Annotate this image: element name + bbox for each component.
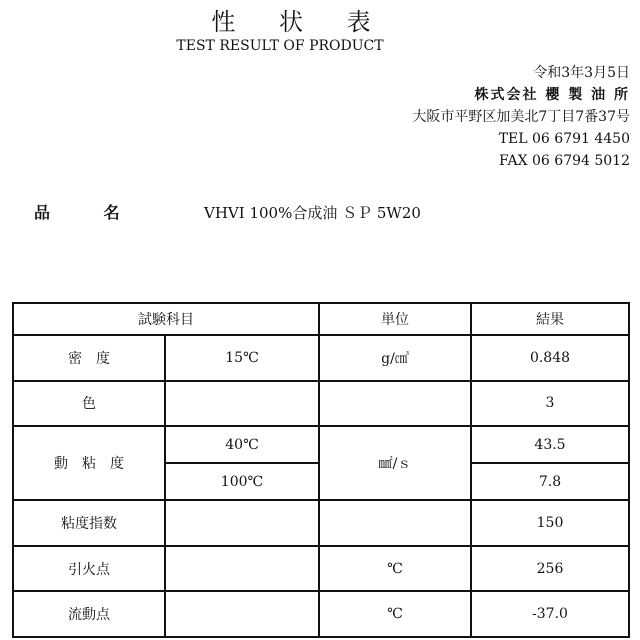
table-row-viscosity-40 [13, 426, 629, 463]
cell-result: 43.5 [471, 426, 629, 463]
cell-result: 0.848 [471, 335, 629, 381]
cell-item: 流動点 [13, 591, 165, 637]
company-tel: TEL 06 6791 4450 [498, 131, 630, 147]
cell-item: 粘度指数 [13, 500, 165, 546]
cell-unit: ㎟/ｓ [319, 426, 471, 500]
document-title: 性 状 表 [211, 8, 389, 36]
table-row-viscosity-index [13, 500, 629, 546]
cell-unit: g/㎤ [319, 335, 471, 381]
cell-result: 7.8 [471, 463, 629, 500]
product-line [34, 200, 421, 223]
table-row-flash-point [13, 546, 629, 592]
header-item: 試験科目 [13, 303, 319, 335]
cell-condition [165, 500, 319, 546]
cell-condition [165, 381, 319, 427]
cell-unit [319, 381, 471, 427]
cell-condition [165, 591, 319, 637]
product-name: VHVI 100%合成油 ＳＰ 5W20 [204, 204, 421, 222]
company-fax: FAX 06 6794 5012 [499, 153, 630, 169]
table-row-pour-point [13, 591, 629, 637]
company-block [412, 62, 630, 172]
cell-result: 3 [471, 381, 629, 427]
cell-condition: 40℃ [165, 426, 319, 463]
table-row-density [13, 335, 629, 381]
cell-result: 256 [471, 546, 629, 592]
cell-unit [319, 500, 471, 546]
result-table [12, 302, 630, 638]
cell-item: 色 [13, 381, 165, 427]
cell-condition: 15℃ [165, 335, 319, 381]
header-result: 結果 [471, 303, 629, 335]
document-subtitle: TEST RESULT OF PRODUCT [176, 38, 384, 54]
cell-condition [165, 546, 319, 592]
table-row-color [13, 381, 629, 427]
cell-item: 引火点 [13, 546, 165, 592]
table-header-row [13, 303, 629, 335]
cell-result: -37.0 [471, 591, 629, 637]
product-label: 品 名 [34, 203, 144, 222]
cell-result: 150 [471, 500, 629, 546]
company-name: 株式会社 櫻 製 油 所 [474, 87, 630, 103]
cell-item: 動 粘 度 [13, 426, 165, 500]
cell-condition: 100℃ [165, 463, 319, 500]
cell-unit: ℃ [319, 546, 471, 592]
cell-item: 密 度 [13, 335, 165, 381]
header-unit: 単位 [319, 303, 471, 335]
issue-date: 令和3年3月5日 [533, 65, 630, 81]
cell-unit: ℃ [319, 591, 471, 637]
company-address: 大阪市平野区加美北7丁目7番37号 [412, 109, 630, 125]
